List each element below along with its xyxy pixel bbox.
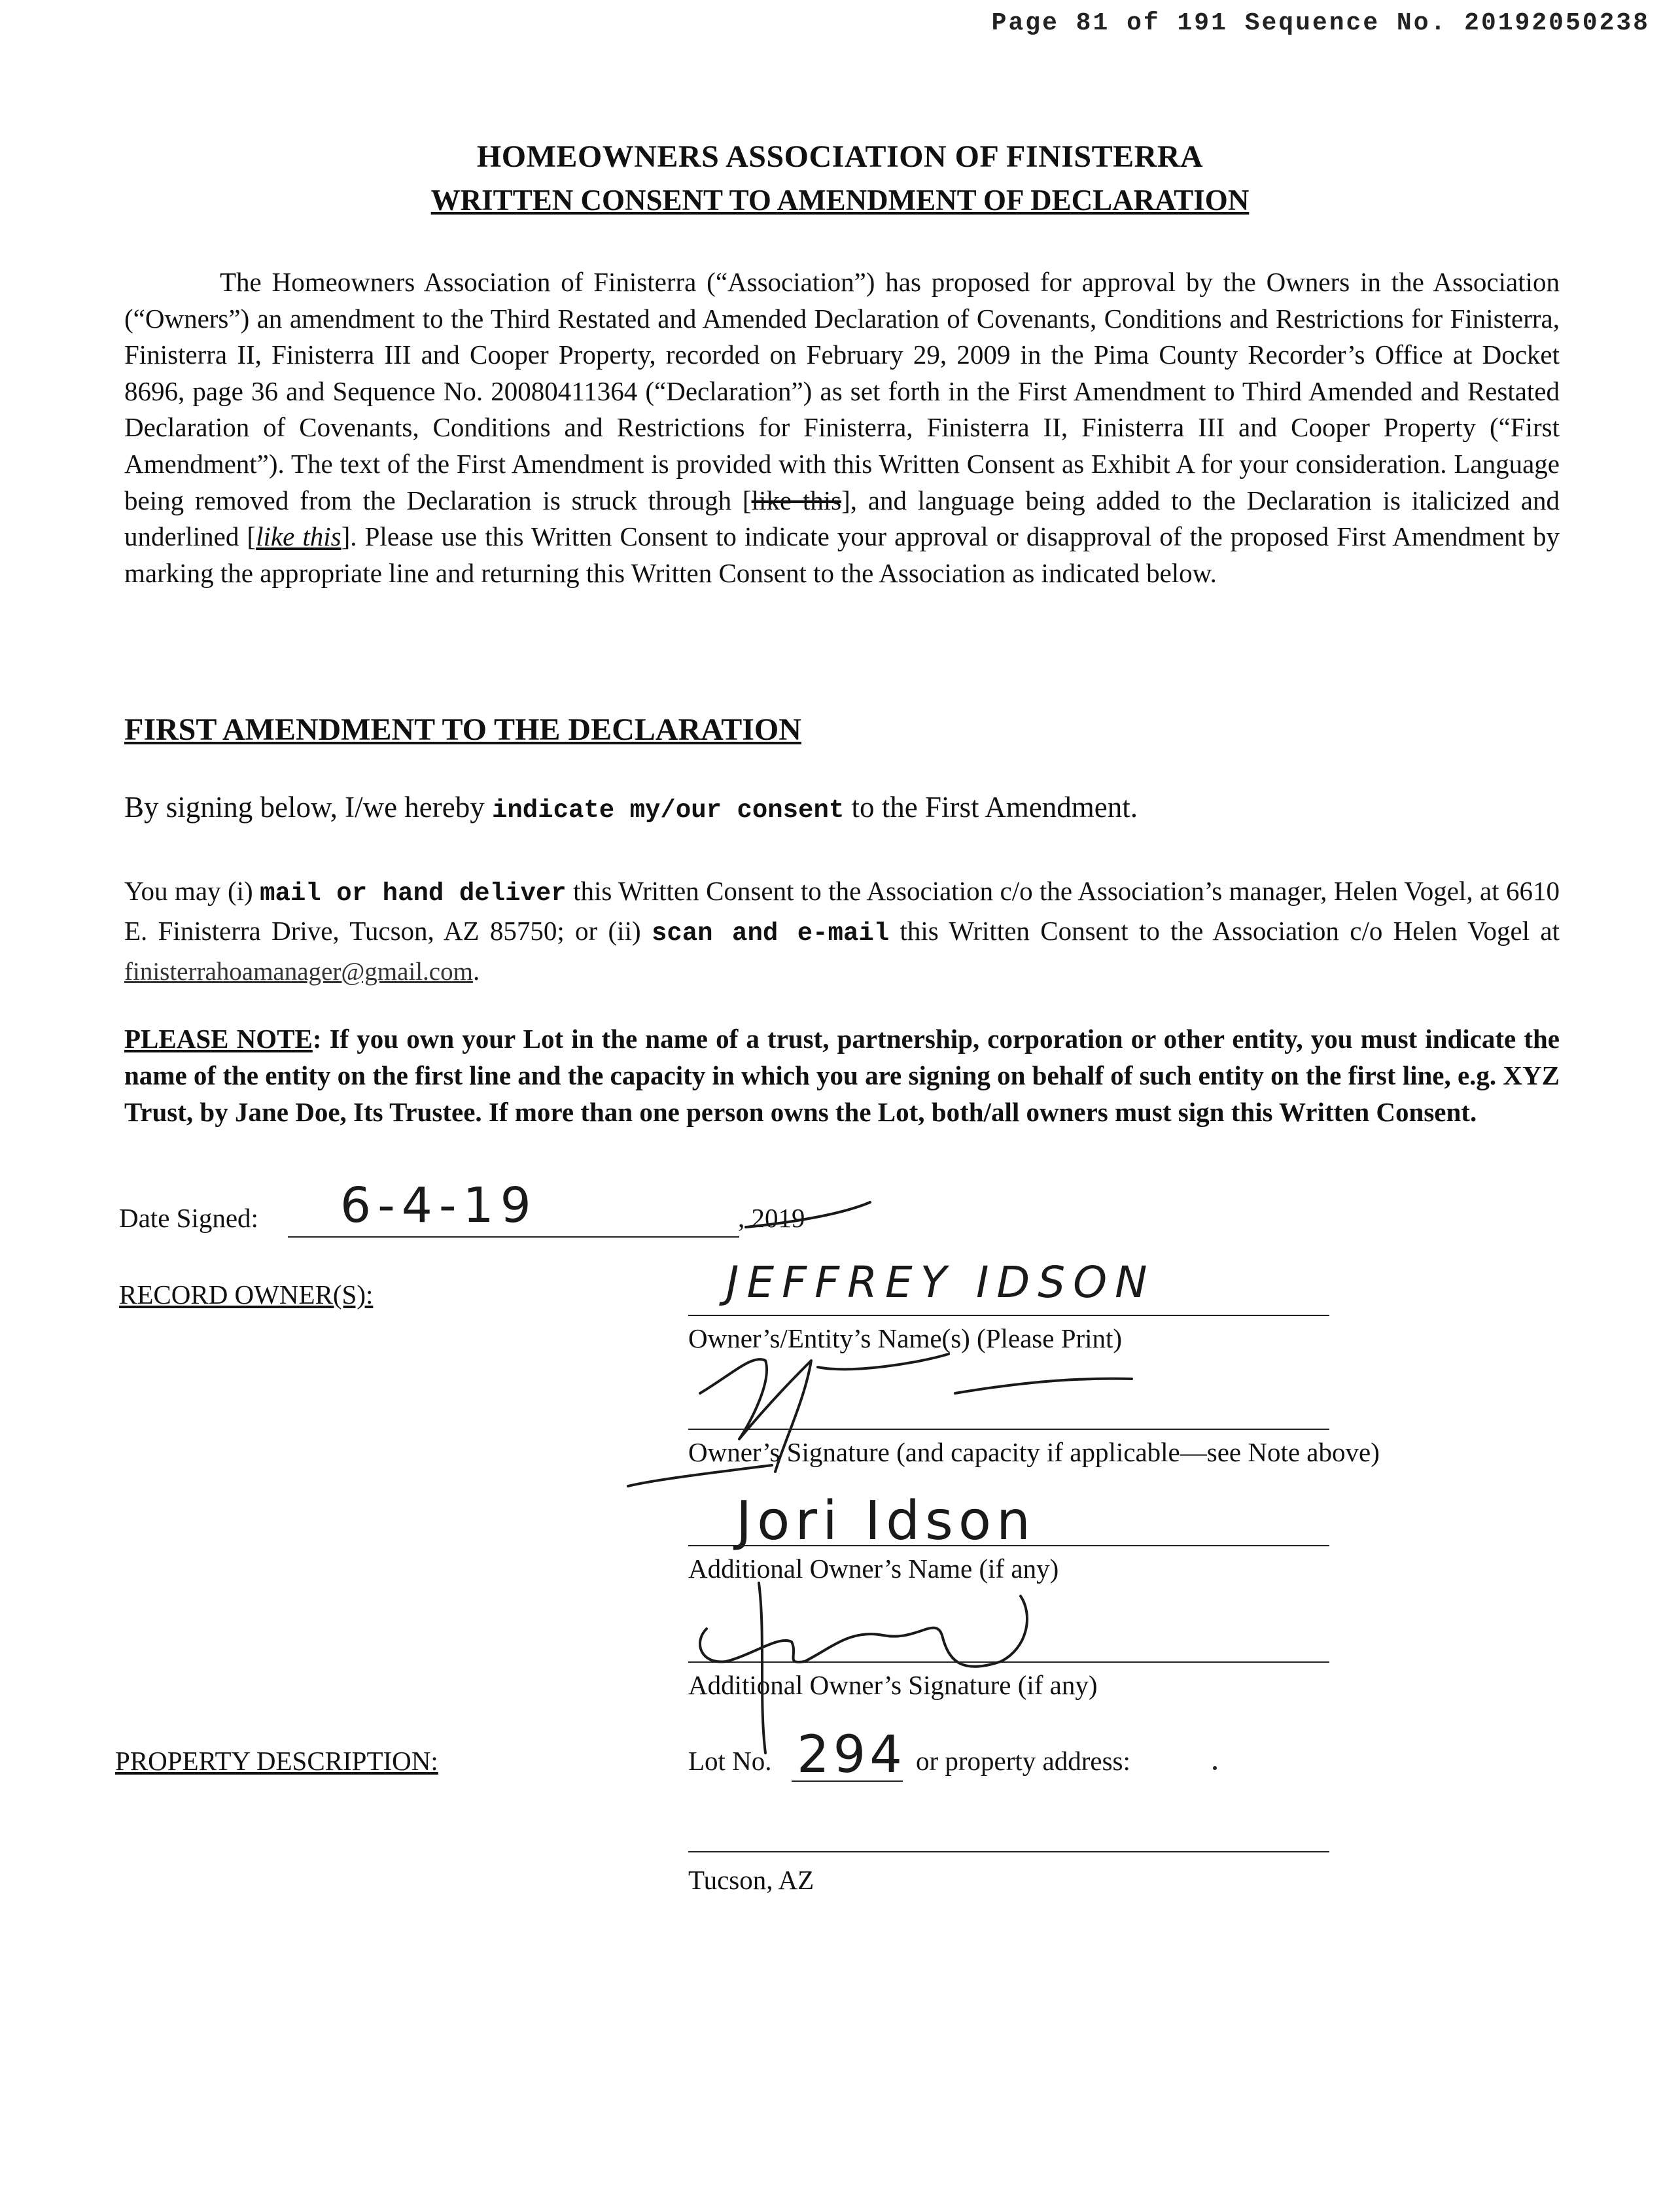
owner-name-value[interactable]: JEFFREY IDSON [726, 1257, 1155, 1308]
additional-signature-stroke [700, 1583, 1027, 1753]
owner-name-caption: Owner’s/Entity’s Name(s) (Please Print) [688, 1323, 1123, 1353]
underlined-example: like this [256, 521, 341, 552]
struck-example: like this [751, 485, 842, 515]
address-prompt: or property address: [916, 1746, 1130, 1776]
owner-signature-caption: Owner’s Signature (and capacity if applicable—see Note above) [688, 1437, 1380, 1467]
section-heading: FIRST AMENDMENT TO THE DECLARATION [124, 712, 801, 747]
additional-signature-caption: Additional Owner’s Signature (if any) [688, 1670, 1098, 1700]
note-label: PLEASE NOTE [124, 1024, 313, 1054]
date-flourish-stroke [746, 1202, 870, 1227]
intro-text-1: The Homeowners Association of Finisterra (“Association”) has proposed for approval by the Owners in the Association (“Owners”) an amendment to the Third Restated and Amended Declaration of Covenants, Conditions and Restrictions for Finisterra, Finisterra II, Finisterra III and Cooper Property, recorded on February 29, 2009 in the Pima County Recorder’s Office at Docket 8696, page 36 and Sequence No. 20080411364 (“Declaration”) as set forth in the First Amendment to Third Amended and Restated Declaration of Covenants, Conditions and Restrictions for Finisterra, Finisterra II, Finisterra III and Cooper Property (“First Amendment”). The text of the First Amendment is provided with this Written Consent as Exhibit A for your consideration. Language being removed from the Declaration is struck through [ [124, 267, 1560, 515]
document-subtitle: WRITTEN CONSENT TO AMENDMENT OF DECLARATION [430, 184, 1250, 217]
mail-text-2: this Written Consent to the Association c/o the Association’s manager, Helen Vogel, at 6610 E. Finisterra Drive, Tucson, AZ 85750; or (ii) [124, 876, 1560, 946]
intro-text-2: ], and language being added to the Declaration is italicized and underlined [ [124, 485, 1560, 552]
date-signed-label: Date Signed: [119, 1203, 258, 1233]
city-state: Tucson, AZ [688, 1865, 814, 1895]
date-value[interactable]: 6-4-19 [340, 1177, 538, 1234]
mail-text-3: this Written Consent to the Association c/o Helen Vogel at [889, 916, 1560, 946]
note-text: : If you own your Lot in the name of a trust, partnership, corporation or other entity, you must indicate the name of the entity on the first line and the capacity in which you are signing on behalf of such entity on the first line, e.g. XYZ Trust, by Jane Doe, Its Trustee. If more than one person owns the Lot, both/all owners must sign this Written Consent. [124, 1024, 1560, 1127]
additional-owner-name-value[interactable]: Jori Idson [736, 1490, 1036, 1552]
year-suffix: , 2019 [738, 1203, 805, 1233]
consent-post: to the First Amendment. [844, 791, 1138, 824]
consent-bold: indicate my/our consent [491, 796, 845, 825]
property-description-label: PROPERTY DESCRIPTION: [115, 1746, 438, 1776]
owner-signature-stroke [628, 1354, 1132, 1486]
mail-end: . [472, 956, 480, 986]
mail-bold-2: scan and e-mail [651, 919, 890, 948]
additional-name-caption: Additional Owner’s Name (if any) [688, 1554, 1059, 1584]
mail-text-1: You may (i) [124, 876, 260, 906]
intro-text-3: ]. Please use this Written Consent to indicate your approval or disapproval of the proposed First Amendment by marking the appropriate line and returning this Written Consent to the Association as indicated below. [124, 521, 1560, 588]
mail-bold-1: mail or hand deliver [260, 879, 567, 908]
consent-pre: By signing below, I/we hereby [124, 791, 492, 824]
record-owners-label: RECORD OWNER(S): [119, 1279, 374, 1310]
lot-number-value[interactable]: 294 [797, 1726, 906, 1784]
lot-label: Lot No. [688, 1746, 772, 1776]
manager-email-link[interactable]: finisterrahoamanager@gmail.com [124, 958, 473, 986]
document-title: HOMEOWNERS ASSOCIATION OF FINISTERRA [476, 139, 1204, 174]
page-sequence-header: Page 81 of 191 Sequence No. 20192050238 [991, 9, 1650, 37]
